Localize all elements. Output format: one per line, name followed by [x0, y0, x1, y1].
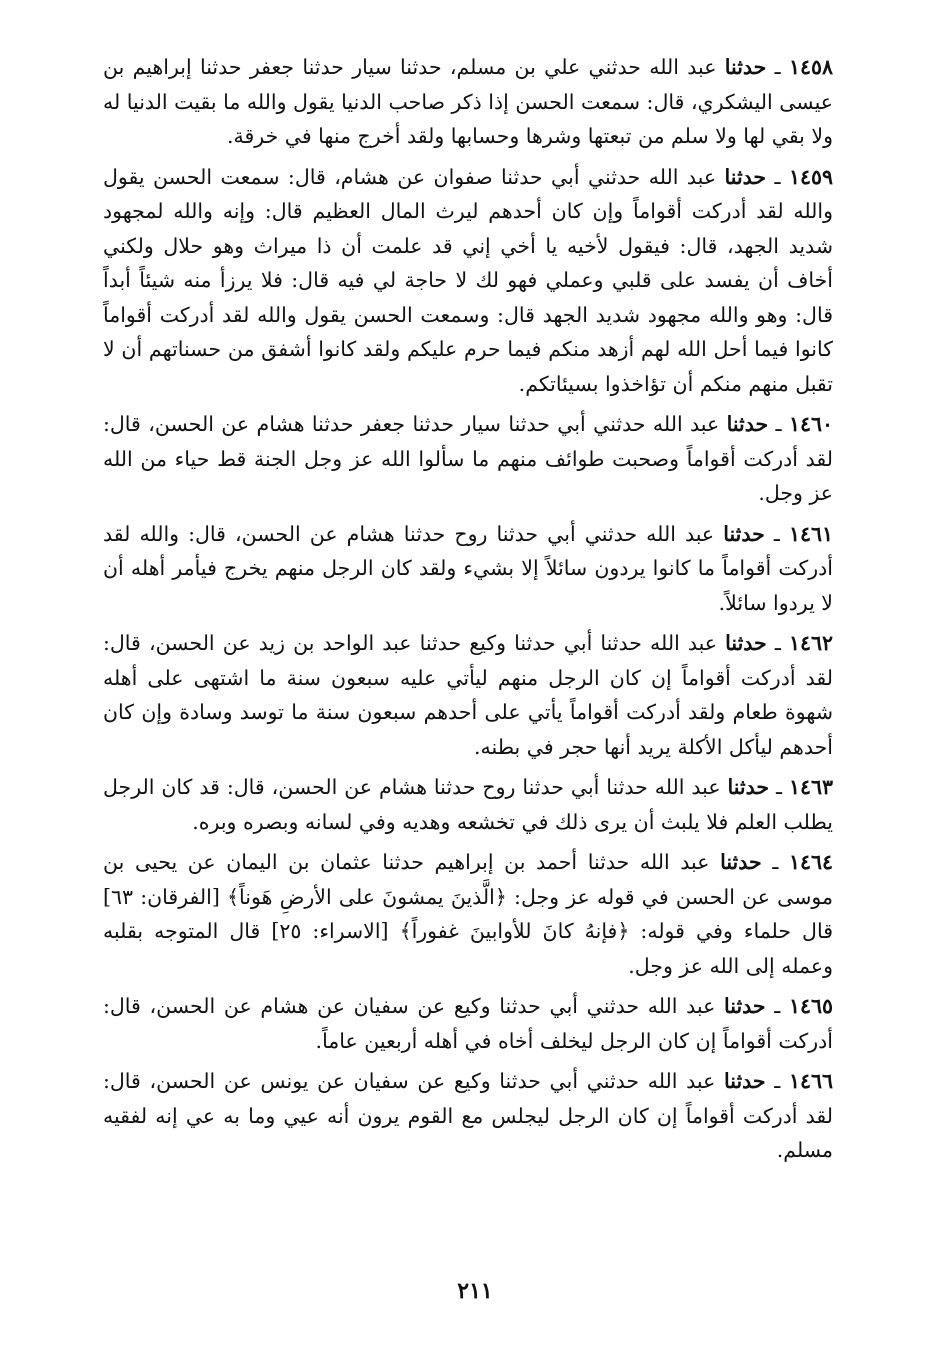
hadith-text: عبد الله حدثني أبي حدثنا وكيع عن سفيان عن هشام عن الحسن، قال: أدركت أقواماً إن كان الرجل ليخلف أخاه في أهله أربعين عاماً. [103, 994, 833, 1053]
hadith-1458: ١٤٥٨ ـ حدثنا عبد الله حدثني علي بن مسلم، حدثنا سيار حدثنا جعفر حدثنا إبراهيم بن عيسى اليشكري، قال: سمعت الحسن إذا ذكر صاحب الدنيا يقول والله ما بقيت الدنيا له ولا بقي لها ولا سلم من تبعتها وشرها وحسابها ولقد أخرج منها في خرقة. [103, 55, 833, 148]
hadith-1459: ١٤٥٩ ـ حدثنا عبد الله حدثني أبي حدثنا صفوان عن هشام، قال: سمعت الحسن يقول والله لقد أدركت أقواماً وإن كان أحدهم ليرث المال العظيم قال: وإنه والله لمجهود شديد الجهد، قال: فيقول لأخيه يا أخي إني قد علمت أن ذا ميراث وهو حلال ولكني أخاف أن يفسد على قلبي وعملي فهو لك لا حاجة لي فيه قال: فلا يرزأ منه شيئاً أبداً قال: وهو والله مجهود شديد الجهد قال: وسمعت الحسن يقول والله لقد أدركت أقواماً كانوا فيما أحل الله لهم أزهد منكم فيما حرم عليكم ولقد كانوا أشفق من حسناتهم أن لا تقبل منهم منكم أن تؤاخذوا بسيئاتكم. [103, 164, 833, 396]
hadith-1460: ١٤٦٠ ـ حدثنا عبد الله حدثني أبي حدثنا سيار حدثنا جعفر حدثنا هشام عن الحسن، قال: لقد أدركت أقواماً وصحبت طوائف منهم ما سألوا الله عز وجل الجنة قط حياء من الله عز وجل. [103, 412, 833, 505]
hadith-opening: حدثنا [724, 55, 767, 79]
hadith-opening: حدثنا [726, 412, 769, 436]
hadith-number: ١٤٦٢ [788, 631, 833, 655]
hadith-1461: ١٤٦١ ـ حدثنا عبد الله حدثني أبي حدثنا روح حدثنا هشام عن الحسن، قال: والله لقد أدركت أقواماً ما كانوا يردون سائلاً إلا بشيء ولقد كان الرجل منهم يخرج فيأمر أهله أن لا يردوا سائلاً. [103, 521, 833, 615]
hadith-number: ١٤٦٤ [788, 850, 834, 874]
hadith-1464: ١٤٦٤ ـ حدثنا عبد الله حدثنا أحمد بن إبراهيم حدثنا عثمان بن اليمان عن يحيى بن موسى عن الحسن في قوله عز وجل: ﴿الَّذينَ يمشونَ على الأرضِ هَوناً﴾ [الفرقان: ٦٣] قال حلماء وفي قوله: ﴿فإنهُ كانَ للأوابينَ غفوراً﴾ [الاسراء: ٢٥] قال المتوجه بقلبه وعمله إلى الله عز وجل. [103, 850, 834, 978]
hadith-text: عبد الله حدثنا أبي حدثنا روح حدثنا هشام عن الحسن، قال: قد كان الرجل يطلب العلم فلا يلبث أن يرى ذلك في تخشعه وهديه وفي لسانه وبصره وبره. [103, 775, 833, 834]
hadith-opening: حدثنا [720, 850, 762, 874]
hadith-opening: حدثنا [724, 1069, 766, 1093]
hadith-text: عبد الله حدثني أبي حدثنا وكيع عن سفيان عن يونس عن الحسن، قال: لقد أدركت أقواماً إن كان الرجل ليجلس مع القوم يرون أنه عيي وما به عي إنه لفقيه مسلم. [103, 1069, 833, 1162]
hadith-text: عبد الله حدثني علي بن مسلم، حدثنا سيار حدثنا جعفر حدثنا إبراهيم بن عيسى اليشكري، قال: سمعت الحسن إذا ذكر صاحب الدنيا يقول والله ما بقيت الدنيا له ولا بقي لها ولا سلم من تبعتها وشرها وحسابها ولقد أخرج منها في خرقة. [103, 55, 833, 148]
hadith-text: عبد الله حدثني أبي حدثنا روح حدثنا هشام عن الحسن، قال: والله لقد أدركت أقواماً ما كانوا يردون سائلاً إلا بشيء ولقد كان الرجل منهم يخرج فيأمر أهله أن لا يردوا سائلاً. [103, 521, 833, 615]
hadith-text: عبد الله حدثنا أبي حدثنا وكيع حدثنا عبد الواحد بن زيد عن الحسن، قال: لقد أدركت أقواماً إن كان الرجل منهم ليأتي عليه سبعون سنة ما اشتهى على أهله شهوة طعام ولقد أدركت أقواماً يأتي على أحدهم سبعون سنة ما توسد وسادة وإن كان أحدهم ليأكل الأكلة يريد أنها حجر في بطنه. [103, 631, 833, 759]
hadith-number: ١٤٦٠ [788, 412, 833, 436]
hadith-1463: ١٤٦٣ ـ حدثنا عبد الله حدثنا أبي حدثنا روح حدثنا هشام عن الحسن، قال: قد كان الرجل يطلب العلم فلا يلبث أن يرى ذلك في تخشعه وهديه وفي لسانه وبصره وبره. [103, 775, 833, 834]
hadith-text: عبد الله حدثني أبي حدثنا سيار حدثنا جعفر حدثنا هشام عن الحسن، قال: لقد أدركت أقواماً وصحبت طوائف منهم ما سألوا الله عز وجل الجنة قط حياء من الله عز وجل. [103, 412, 833, 505]
hadith-number: ١٤٥٩ [788, 164, 833, 189]
hadith-opening: حدثنا [725, 631, 767, 655]
hadith-opening: حدثنا [723, 521, 765, 546]
hadith-opening: حدثنا [724, 164, 767, 189]
hadith-number: ١٤٥٨ [788, 55, 833, 79]
hadith-opening: حدثنا [724, 994, 766, 1018]
hadith-opening: حدثنا [727, 775, 770, 799]
hadith-number: ١٤٦١ [788, 521, 833, 546]
page-body [103, 50, 833, 1168]
hadith-number: ١٤٦٥ [788, 994, 833, 1018]
hadith-1466: ١٤٦٦ ـ حدثنا عبد الله حدثني أبي حدثنا وكيع عن سفيان عن يونس عن الحسن، قال: لقد أدركت أقواماً إن كان الرجل ليجلس مع القوم يرون أنه عيي وما به عي إنه لفقيه مسلم. [103, 1069, 833, 1162]
hadith-number: ١٤٦٣ [788, 775, 833, 799]
page-number: ٢١١ [457, 1278, 493, 1304]
hadith-text: عبد الله حدثني أبي حدثنا صفوان عن هشام، قال: سمعت الحسن يقول والله لقد أدركت أقواماً وإن كان أحدهم ليرث المال العظيم قال: وإنه والله لمجهود شديد الجهد، قال: فيقول لأخيه يا أخي إني قد علمت أن ذا ميراث وهو حلال ولكني أخاف أن يفسد على قلبي وعملي فهو لك لا حاجة لي فيه قال: فلا يرزأ منه شيئاً أبداً قال: وهو والله مجهود شديد الجهد قال: وسمعت الحسن يقول والله لقد أدركت أقواماً كانوا فيما أحل الله لهم أزهد منكم فيما حرم عليكم ولقد كانوا أشفق من حسناتهم أن لا تقبل منهم منكم أن تؤاخذوا بسيئاتكم. [103, 164, 833, 396]
hadith-1462: ١٤٦٢ ـ حدثنا عبد الله حدثنا أبي حدثنا وكيع حدثنا عبد الواحد بن زيد عن الحسن، قال: لقد أدركت أقواماً إن كان الرجل منهم ليأتي عليه سبعون سنة ما اشتهى على أهله شهوة طعام ولقد أدركت أقواماً يأتي على أحدهم سبعون سنة ما توسد وسادة وإن كان أحدهم ليأكل الأكلة يريد أنها حجر في بطنه. [103, 631, 833, 759]
hadith-1465: ١٤٦٥ ـ حدثنا عبد الله حدثني أبي حدثنا وكيع عن سفيان عن هشام عن الحسن، قال: أدركت أقواماً إن كان الرجل ليخلف أخاه في أهله أربعين عاماً. [103, 994, 833, 1053]
hadith-number: ١٤٦٦ [788, 1069, 833, 1093]
hadith-text: عبد الله حدثنا أحمد بن إبراهيم حدثنا عثمان بن اليمان عن يحيى بن موسى عن الحسن في قوله عز وجل: ﴿الَّذينَ يمشونَ على الأرضِ هَوناً﴾ [الفرقان: ٦٣] قال حلماء وفي قوله: ﴿فإنهُ كانَ للأوابينَ غفوراً﴾ [الاسراء: ٢٥] قال المتوجه بقلبه وعمله إلى الله عز وجل. [103, 850, 833, 978]
